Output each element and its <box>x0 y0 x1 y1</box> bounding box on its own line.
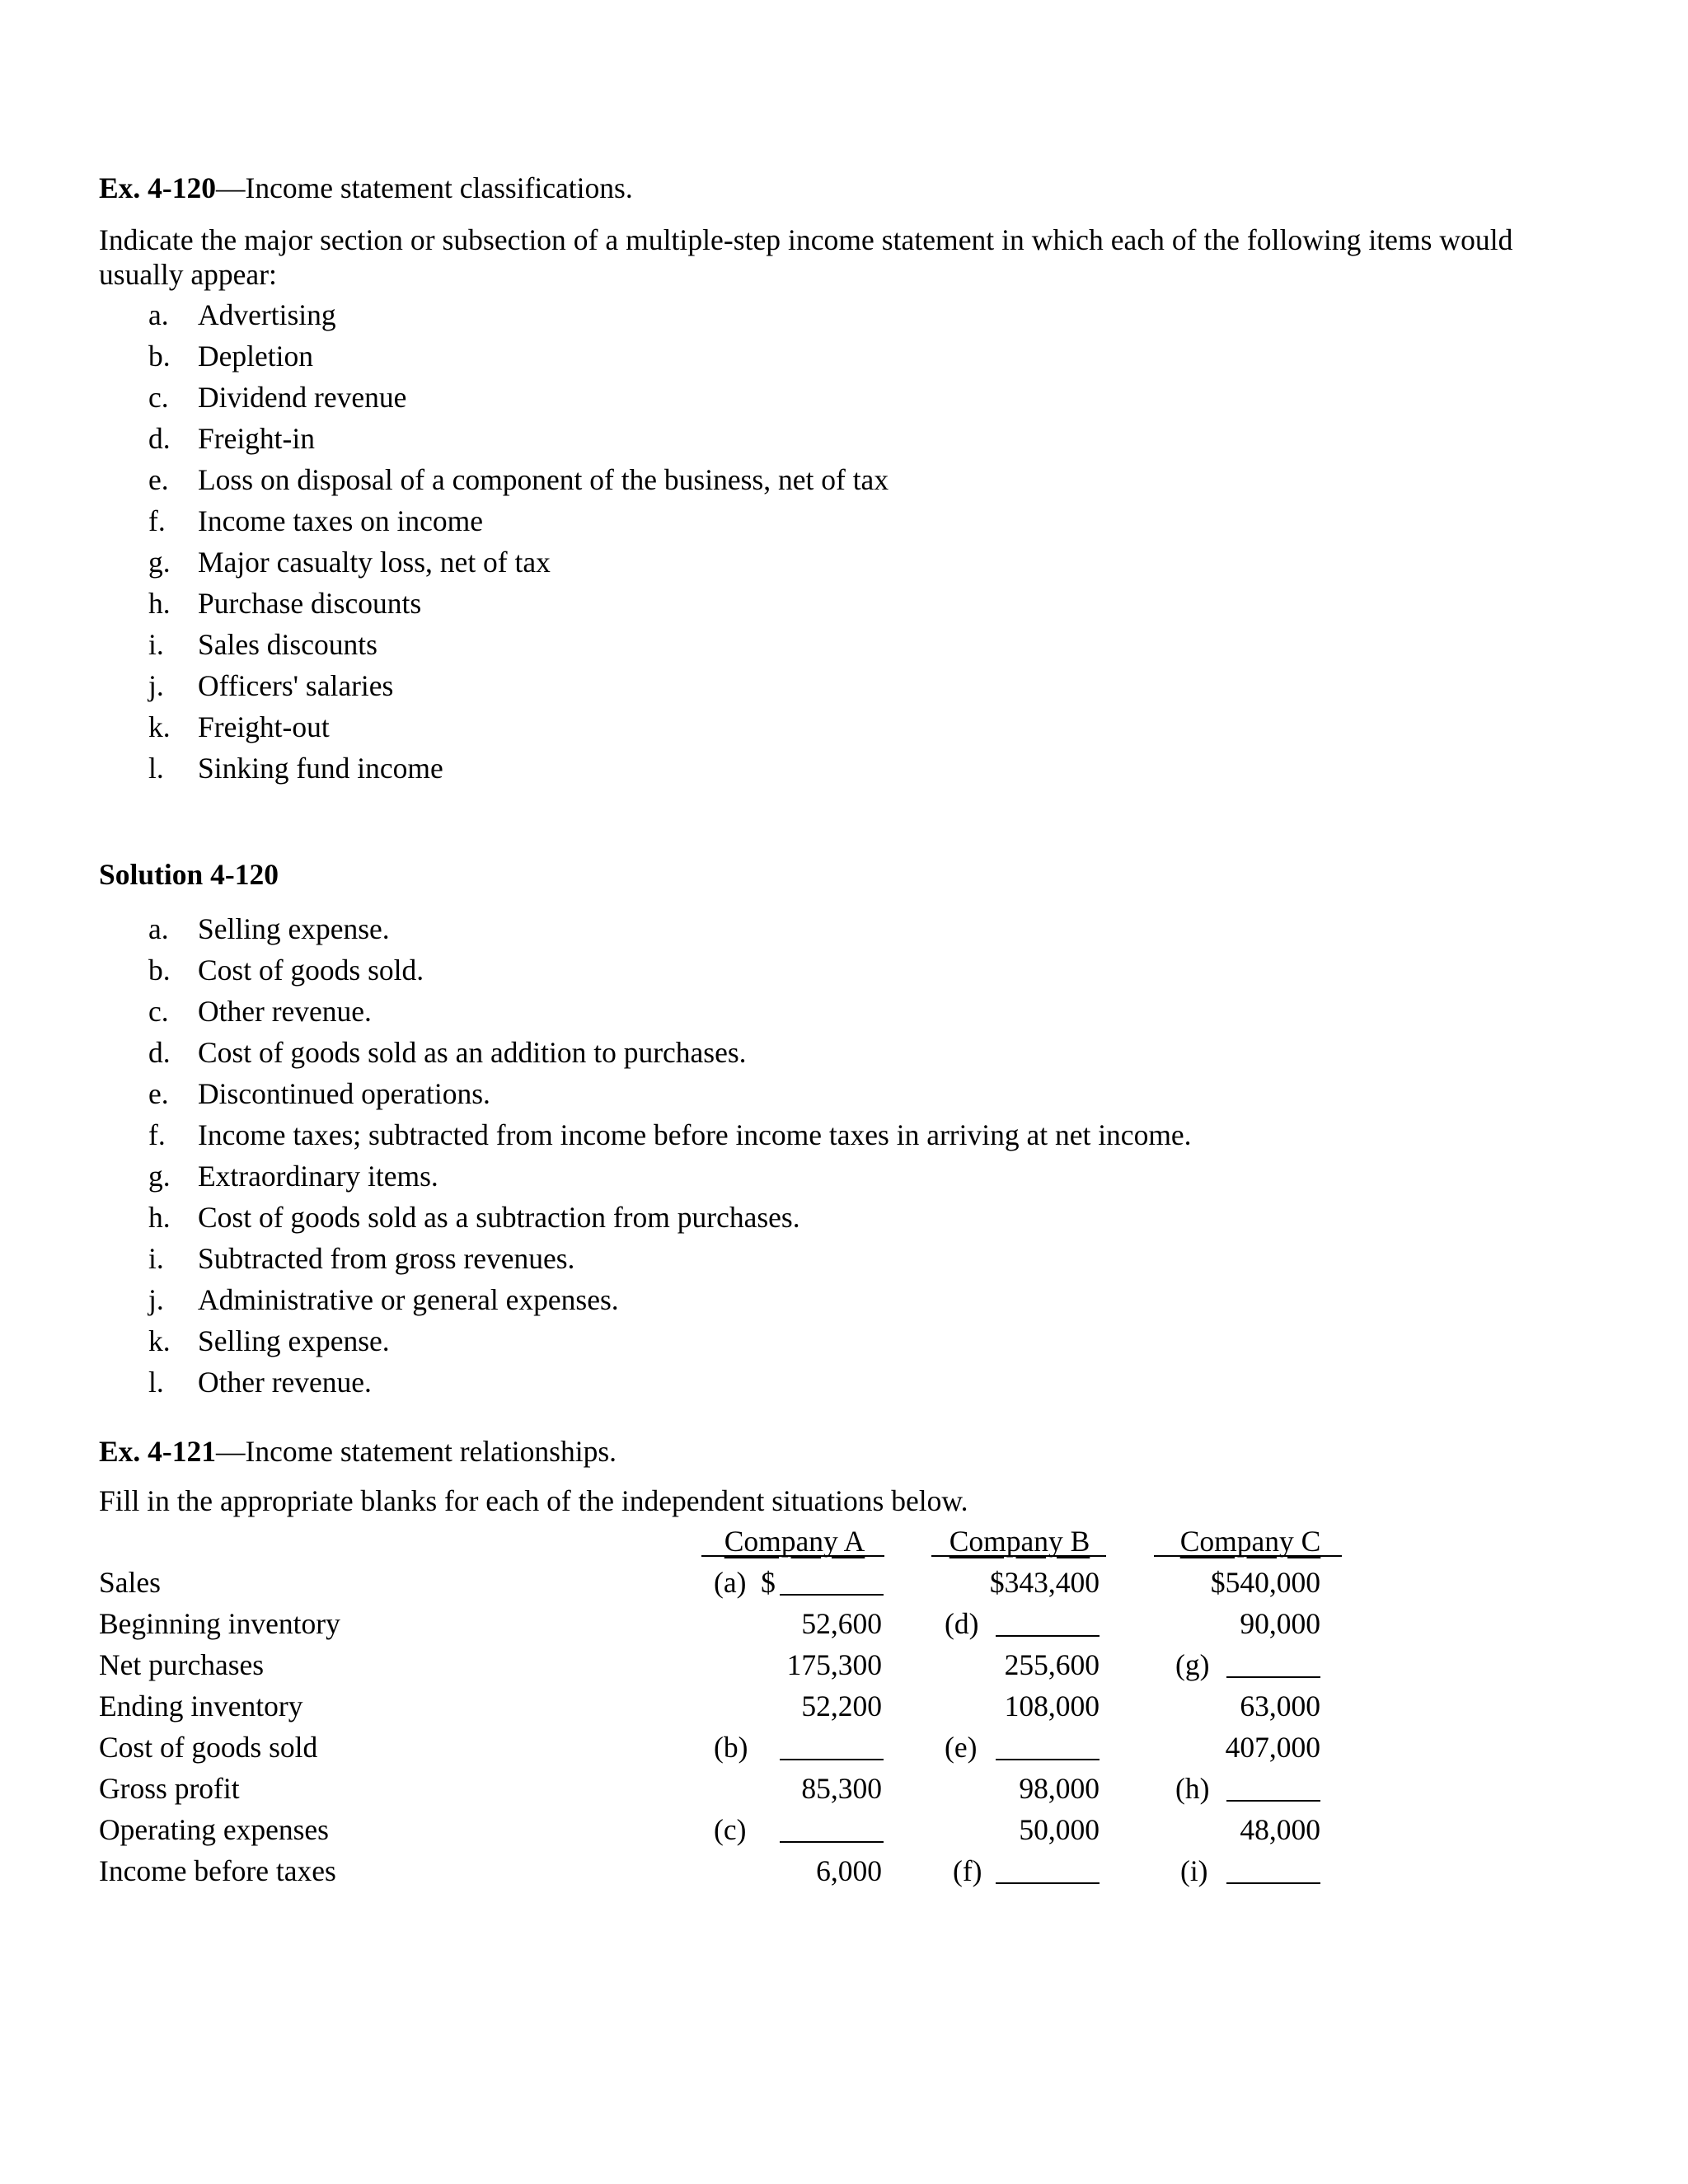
item-text: Major casualty loss, net of tax <box>198 546 551 579</box>
blank-tag-g: (g) <box>1175 1648 1210 1681</box>
blank-tag-d: (d) <box>945 1607 979 1640</box>
row-label-operating-expenses: Operating expenses <box>99 1813 329 1846</box>
item-letter: l. <box>148 1366 164 1399</box>
item-letter: h. <box>148 587 171 620</box>
exercise-number: Ex. 4-121 <box>99 1435 216 1468</box>
company-b-sales: $343,400 <box>989 1566 1100 1599</box>
company-c-cost-of-goods-sold: 407,000 <box>1225 1731 1320 1764</box>
item-letter: j. <box>148 669 164 702</box>
row-label-sales: Sales <box>99 1566 161 1599</box>
item-letter: g. <box>148 1160 171 1193</box>
answer-blank-a[interactable] <box>780 1594 884 1596</box>
exercise-title: —Income statement classifications. <box>216 171 633 204</box>
item-text: Other revenue. <box>198 1366 372 1399</box>
item-text: Income taxes; subtracted from income before income taxes in arriving at net income. <box>198 1118 1192 1151</box>
blank-tag-a: (a) $ <box>714 1566 776 1599</box>
item-letter: a. <box>148 912 169 945</box>
item-letter: b. <box>148 954 171 987</box>
item-letter: a. <box>148 298 169 331</box>
answer-blank-f[interactable] <box>996 1882 1100 1884</box>
blank-tag-f: (f) <box>953 1854 982 1887</box>
item-text: Selling expense. <box>198 1324 390 1357</box>
item-text: Advertising <box>198 298 336 331</box>
exercise-4-121-heading <box>99 1434 617 1469</box>
blank-tag-e: (e) <box>945 1731 978 1764</box>
company-c-sales: $540,000 <box>1210 1566 1320 1599</box>
company-a-income-before-taxes: 6,000 <box>816 1854 882 1887</box>
row-label-income-before-taxes: Income before taxes <box>99 1854 336 1887</box>
column-header-rule-a <box>701 1555 884 1557</box>
item-text: Purchase discounts <box>198 587 422 620</box>
company-c-operating-expenses: 48,000 <box>1240 1813 1320 1846</box>
answer-blank-b[interactable] <box>780 1759 884 1760</box>
answer-blank-e[interactable] <box>996 1759 1100 1760</box>
item-letter: b. <box>148 340 171 373</box>
item-text: Sales discounts <box>198 628 377 661</box>
item-letter: f. <box>148 1118 166 1151</box>
item-letter: c. <box>148 995 169 1028</box>
item-text: Selling expense. <box>198 912 390 945</box>
answer-blank-h[interactable] <box>1226 1800 1320 1802</box>
exercise-4-121-instructions: Fill in the appropriate blanks for each of the independent situations below. <box>99 1484 968 1517</box>
exercise-title: —Income statement relationships. <box>216 1435 617 1468</box>
item-text: Sinking fund income <box>198 752 443 785</box>
item-text: Loss on disposal of a component of the business, net of tax <box>198 463 889 496</box>
company-c-beginning-inventory: 90,000 <box>1240 1607 1320 1640</box>
item-text: Subtracted from gross revenues. <box>198 1242 575 1275</box>
item-letter: i. <box>148 628 164 661</box>
answer-blank-c[interactable] <box>780 1841 884 1843</box>
column-header-label: Company A <box>724 1525 865 1558</box>
column-header-company-b <box>935 1524 1104 1559</box>
blank-tag-c: (c) <box>714 1813 747 1846</box>
company-a-net-purchases: 175,300 <box>786 1648 882 1681</box>
item-text: Discontinued operations. <box>198 1077 490 1110</box>
row-label-cost-of-goods-sold: Cost of goods sold <box>99 1731 318 1764</box>
item-text: Income taxes on income <box>198 504 484 537</box>
company-a-ending-inventory: 52,200 <box>801 1690 882 1722</box>
item-text: Cost of goods sold as a subtraction from purchases. <box>198 1201 800 1234</box>
row-label-net-purchases: Net purchases <box>99 1648 265 1681</box>
row-label-gross-profit: Gross profit <box>99 1772 240 1805</box>
exercise-number: Ex. 4-120 <box>99 171 216 204</box>
column-header-rule-c <box>1154 1555 1342 1557</box>
exercise-4-120-instructions-line1: Indicate the major section or subsection of a multiple-step income statement in which each of the following items would <box>99 223 1513 256</box>
column-header-company-c <box>1159 1524 1342 1559</box>
blank-tag-h: (h) <box>1175 1772 1210 1805</box>
column-header-company-a <box>706 1524 884 1559</box>
company-b-ending-inventory: 108,000 <box>1004 1690 1100 1722</box>
row-label-beginning-inventory: Beginning inventory <box>99 1607 340 1640</box>
column-header-rule-b <box>931 1555 1106 1557</box>
item-text: Officers' salaries <box>198 669 394 702</box>
item-text: Extraordinary items. <box>198 1160 438 1193</box>
blank-tag-b: (b) <box>714 1731 748 1764</box>
company-a-gross-profit: 85,300 <box>801 1772 882 1805</box>
item-letter: k. <box>148 1324 171 1357</box>
answer-blank-d[interactable] <box>996 1635 1100 1637</box>
item-text: Depletion <box>198 340 313 373</box>
item-text: Dividend revenue <box>198 381 407 414</box>
column-header-label: Company C <box>1179 1525 1321 1558</box>
company-b-gross-profit: 98,000 <box>1019 1772 1100 1805</box>
company-b-operating-expenses: 50,000 <box>1019 1813 1100 1846</box>
item-letter: f. <box>148 504 166 537</box>
company-a-beginning-inventory: 52,600 <box>801 1607 882 1640</box>
item-text: Administrative or general expenses. <box>198 1283 619 1316</box>
item-text: Cost of goods sold. <box>198 954 424 987</box>
blank-tag-i: (i) <box>1180 1854 1208 1887</box>
item-letter: d. <box>148 1036 171 1069</box>
item-text: Cost of goods sold as an addition to purchases. <box>198 1036 747 1069</box>
answer-blank-i[interactable] <box>1226 1882 1320 1884</box>
item-letter: e. <box>148 463 169 496</box>
company-c-ending-inventory: 63,000 <box>1240 1690 1320 1722</box>
item-letter: e. <box>148 1077 169 1110</box>
item-text: Other revenue. <box>198 995 372 1028</box>
solution-4-120-heading: Solution 4-120 <box>99 858 279 891</box>
item-letter: c. <box>148 381 169 414</box>
item-letter: j. <box>148 1283 164 1316</box>
row-label-ending-inventory: Ending inventory <box>99 1690 303 1722</box>
exercise-4-120-heading <box>99 171 633 206</box>
item-letter: h. <box>148 1201 171 1234</box>
company-b-net-purchases: 255,600 <box>1004 1648 1100 1681</box>
item-letter: k. <box>148 710 171 743</box>
answer-blank-g[interactable] <box>1226 1676 1320 1678</box>
item-text: Freight-in <box>198 422 315 455</box>
item-letter: d. <box>148 422 171 455</box>
item-letter: l. <box>148 752 164 785</box>
item-letter: g. <box>148 546 171 579</box>
column-header-label: Company B <box>949 1525 1090 1558</box>
exercise-4-120-instructions-line2: usually appear: <box>99 258 277 291</box>
item-text: Freight-out <box>198 710 330 743</box>
item-letter: i. <box>148 1242 164 1275</box>
